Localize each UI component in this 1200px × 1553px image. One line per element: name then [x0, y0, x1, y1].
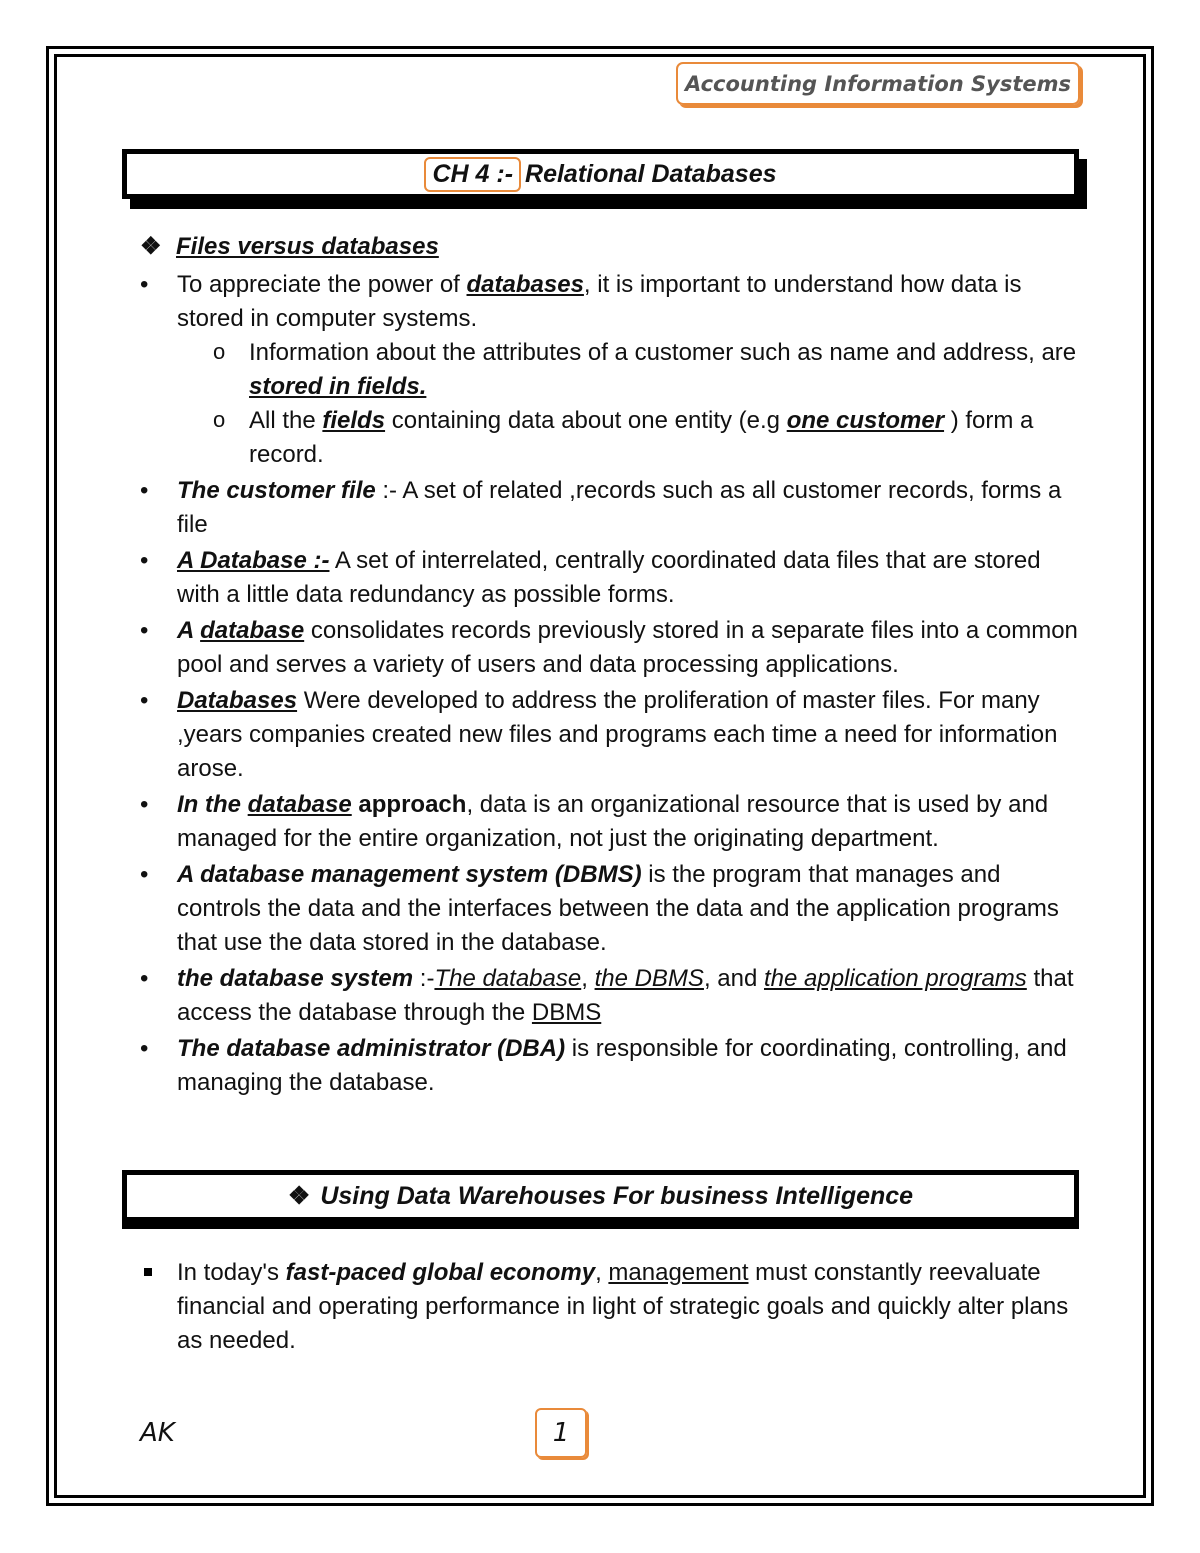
list-item: • Databases Were developed to address the proliferation of master files. For many ,years companies created new files and programs each time a need for information arose.	[140, 684, 1080, 786]
chapter-title	[424, 157, 776, 192]
sub-list-item: o All the fields containing data about one entity (e.g one customer ) form a record.	[177, 404, 1080, 472]
list-item: • A database management system (DBMS) is the program that manages and controls the data and the interfaces between the data and the application programs that use the data stored in the database.	[140, 858, 1080, 960]
section-data-warehouses	[140, 1256, 1080, 1358]
list-item: • In the database approach, data is an organizational resource that is used by and managed for the entire organization, not just the originating department.	[140, 788, 1080, 856]
author-initials: AK	[140, 1418, 175, 1448]
section-files-vs-databases	[140, 230, 1080, 1100]
page-number: 1	[535, 1408, 587, 1458]
section-heading-data-warehouses	[122, 1170, 1079, 1222]
bullet-list	[140, 268, 1080, 1100]
diamond-bullet-icon: ❖	[287, 1182, 311, 1210]
diamond-bullet-icon: ❖	[140, 233, 162, 260]
list-item: In today's fast-paced global economy, management must constantly reevaluate financial and operating performance in light of strategic goals and quickly alter plans as needed.	[140, 1256, 1080, 1358]
list-item: • the database system :-The database, the DBMS, and the application programs that access the database through the DBMS	[140, 962, 1080, 1030]
chapter-title-text: Relational Databases	[525, 159, 777, 188]
section-heading	[140, 230, 1080, 266]
section-heading-text: Using Data Warehouses For business Intelligence	[320, 1181, 914, 1210]
list-item: • A database consolidates records previously stored in a separate files into a common pool and serves a variety of users and data processing applications.	[140, 614, 1080, 682]
list-item: • A Database :- A set of interrelated, centrally coordinated data files that are stored with a little data redundancy as possible forms.	[140, 544, 1080, 612]
list-item: • To appreciate the power of databases, it is important to understand how data is stored in computer systems. o Information about the attributes of a customer such as name and address, are stored in fields. o All the fields containing data about one entity (e.g one customer ) form a record.	[140, 268, 1080, 472]
section-heading-text: Files versus databases	[176, 233, 439, 260]
sub-list-item: o Information about the attributes of a customer such as name and address, are stored in fields.	[177, 336, 1080, 404]
list-item: • The customer file :- A set of related ,records such as all customer records, forms a file	[140, 474, 1080, 542]
header-title: Accounting Information Systems	[676, 62, 1080, 105]
chapter-number: CH 4 :-	[424, 157, 521, 192]
chapter-title-bar	[122, 149, 1079, 199]
list-item: • The database administrator (DBA) is responsible for coordinating, controlling, and managing the database.	[140, 1032, 1080, 1100]
